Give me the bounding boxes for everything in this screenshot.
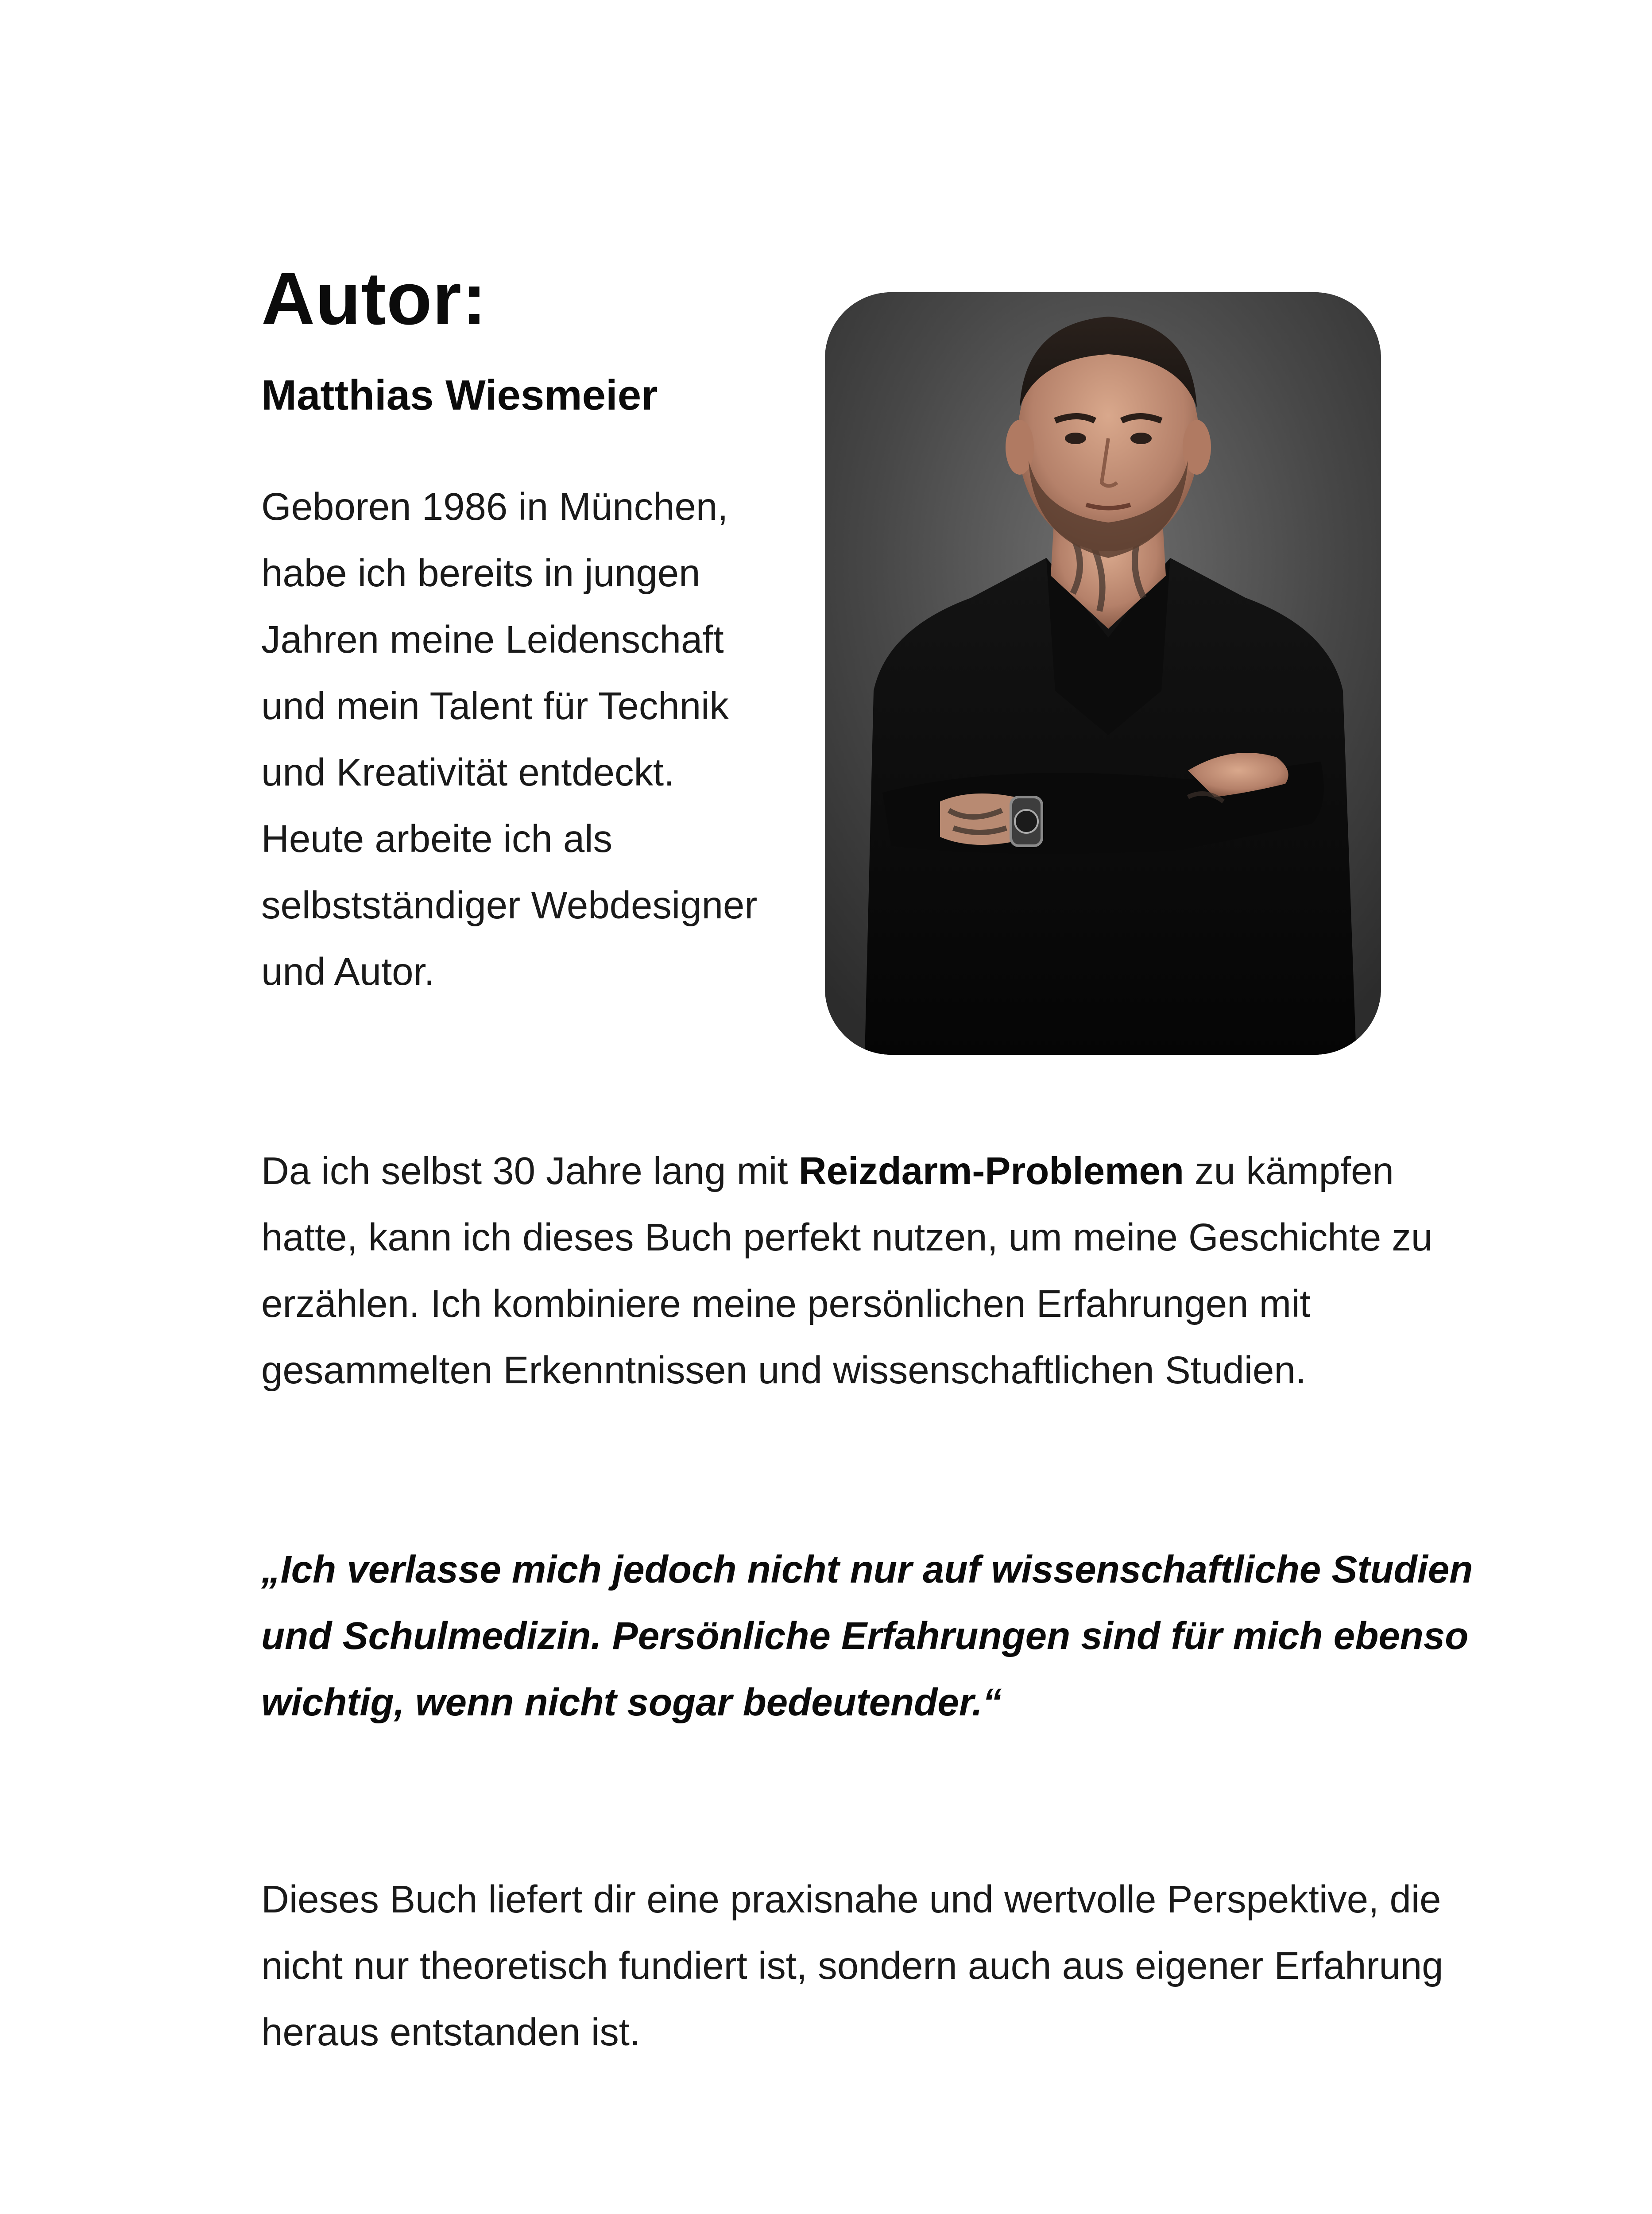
- author-bio: Geboren 1986 in München, habe ich bereits in jungen Jahren meine Leidenschaft und mein Talent für Technik und Kreativität entdeckt. Heute arbeite ich als selbstständiger Webdesigner und Autor.: [261, 485, 758, 993]
- author-portrait-photo: [825, 292, 1381, 1055]
- story-highlight: Reizdarm-Problemen: [798, 1150, 1184, 1192]
- author-quote: „Ich verlasse mich jedoch nicht nur auf wissenschaftliche Studien und Schulmedizin. Persönliche Erfahrungen sind für mich ebenso wichtig, wenn nicht sogar bedeutender.“: [261, 1548, 1473, 1724]
- story-text-before: Da ich selbst 30 Jahre lang mit: [261, 1150, 799, 1192]
- closing-paragraph: Dieses Buch liefert dir eine praxisnahe und wertvolle Perspektive, die nicht nur theoretisch fundiert ist, sondern auch aus eigener Erfahrung heraus entstanden ist.: [261, 1878, 1443, 2054]
- page-title: Autor:: [261, 257, 487, 340]
- story-text-after: zu kämpfen hatte, kann ich dieses Buch perfekt nutzen, um meine Geschichte zu erzählen. Ich kombiniere meine persönlichen Erfahrungen mit gesammelten Erkenntnissen und wissenschaftlichen Studien.: [261, 1150, 1433, 1392]
- portrait-illustration: [825, 292, 1381, 1055]
- story-paragraph: [261, 1138, 1479, 1404]
- author-name: Matthias Wiesmeier: [261, 372, 658, 419]
